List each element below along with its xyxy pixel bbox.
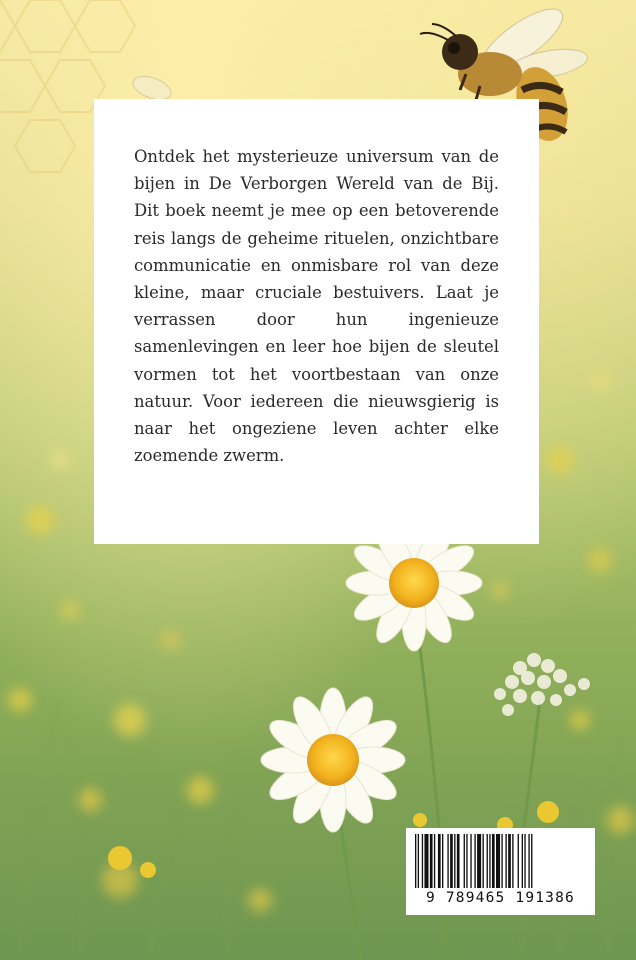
barcode-bar xyxy=(430,834,433,888)
barcode-bar xyxy=(457,834,460,888)
barcode-bar xyxy=(512,834,513,888)
barcode-bar xyxy=(496,834,500,888)
barcode-bar xyxy=(454,834,455,888)
barcode-bar xyxy=(418,834,419,888)
barcode-bar xyxy=(501,834,502,888)
barcode-bar xyxy=(505,834,506,888)
barcode-bar xyxy=(474,834,475,888)
yarrow-flower xyxy=(494,653,590,716)
daisy-flower xyxy=(261,688,405,832)
barcode-bar xyxy=(438,834,441,888)
barcode-bars xyxy=(415,834,587,888)
barcode-bar xyxy=(483,834,484,888)
barcode-bar xyxy=(531,834,532,888)
barcode-bar xyxy=(464,834,465,888)
barcode-bar xyxy=(424,834,428,888)
isbn-barcode xyxy=(406,828,595,915)
barcode-bar xyxy=(522,834,523,888)
barcode-bar xyxy=(442,834,443,888)
barcode-bar xyxy=(524,834,525,888)
barcode-bar xyxy=(477,834,481,888)
barcode-bar xyxy=(489,834,490,888)
barcode-bar xyxy=(492,834,495,888)
barcode-bar xyxy=(487,834,488,888)
barcode-bar xyxy=(450,834,453,888)
blurb-card xyxy=(94,99,539,544)
barcode-bar xyxy=(528,834,529,888)
barcode-bar xyxy=(466,834,467,888)
barcode-bar xyxy=(508,834,511,888)
barcode-bar xyxy=(434,834,435,888)
barcode-bar xyxy=(415,834,416,888)
barcode-bar xyxy=(447,834,448,888)
barcode-bar xyxy=(422,834,423,888)
barcode-bar xyxy=(470,834,471,888)
isbn-number: 9 789465 191386 xyxy=(426,890,575,906)
blurb-text: Ontdek het mysterieuze universum van de bijen in De Verborgen Wereld van de Bij. Dit boek neemt je mee op een betoverende reis langs de geheime rituelen, onzichtbare communicatie en onmisbare rol van deze kleine, maar cruciale bestuivers. Laat je verrassen door hun ingenieuze samenlevingen en leer hoe bijen de sleutel vormen tot het voortbestaan van onze natuur. Voor iedereen die nieuwsgierig is naar het ongeziene leven achter elke zoemende zwerm. xyxy=(134,147,499,466)
barcode-bar xyxy=(518,834,519,888)
